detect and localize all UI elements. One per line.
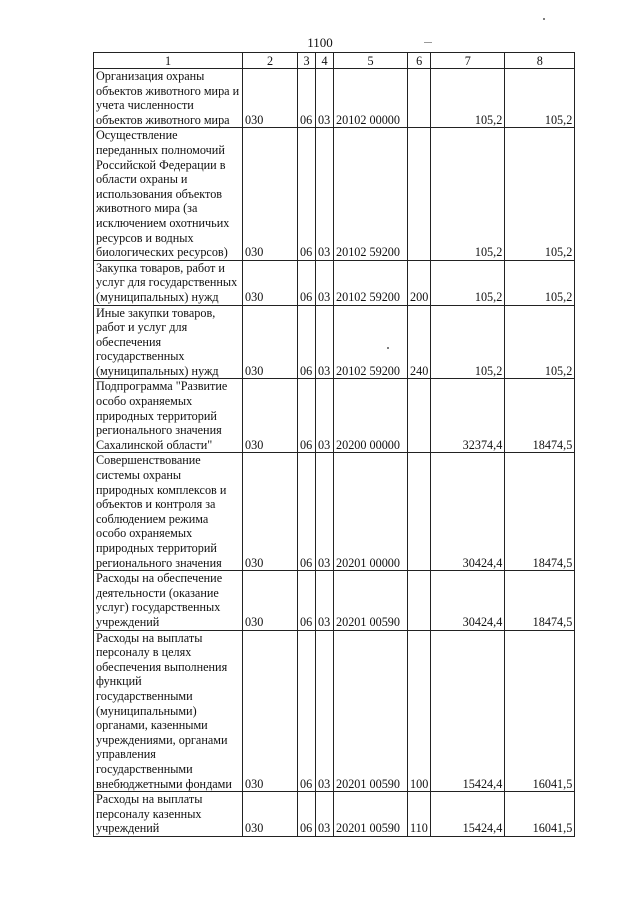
item-name-line: обеспечения выполнения: [96, 659, 228, 674]
item-name-line: области охраны и: [96, 172, 188, 187]
target-article-cell: 20200 00000: [334, 379, 408, 453]
target-article-cell: 20102 59200: [334, 305, 408, 379]
subsection-cell: 03: [316, 128, 334, 260]
amount-year1-cell: 15424,4: [431, 630, 505, 792]
subsection-cell: 03: [316, 453, 334, 571]
item-name-line: Сахалинской области": [96, 437, 213, 452]
expense-type-cell: [408, 571, 431, 630]
item-name-line: Закупка товаров, работ и: [96, 260, 225, 275]
table-row: [94, 128, 575, 260]
section-cell: 06: [298, 792, 316, 837]
item-name-line: учреждений: [96, 614, 160, 629]
section-cell: 06: [298, 260, 316, 305]
item-name-line: функций: [96, 674, 142, 689]
item-name-line: соблюдением режима: [96, 511, 209, 526]
column-header: 4: [316, 53, 334, 69]
admin-code-cell: 030: [243, 571, 298, 630]
amount-year2-cell: 105,2: [505, 128, 575, 260]
amount-year1-cell: 30424,4: [431, 571, 505, 630]
item-name-cell: [94, 571, 243, 630]
item-name-line: Расходы на выплаты: [96, 792, 203, 807]
table-row: [94, 379, 575, 453]
amount-year2-cell: 18474,5: [505, 379, 575, 453]
amount-year1-cell: 105,2: [431, 128, 505, 260]
admin-code-cell: 030: [243, 69, 298, 128]
table-row: [94, 571, 575, 630]
item-name-line: переданных полномочий: [96, 142, 225, 157]
amount-year2-cell: 105,2: [505, 260, 575, 305]
item-name-line: особо охраняемых: [96, 526, 193, 541]
table-row: [94, 260, 575, 305]
subsection-cell: 03: [316, 571, 334, 630]
subsection-cell: 03: [316, 379, 334, 453]
item-name-cell: [94, 453, 243, 571]
item-name-line: обеспечения: [96, 334, 162, 349]
column-header: 2: [243, 53, 298, 69]
column-header: 3: [298, 53, 316, 69]
item-name-line: Подпрограмма "Развитие: [96, 379, 228, 394]
target-article-cell: 20102 59200: [334, 260, 408, 305]
amount-year1-cell: 105,2: [431, 69, 505, 128]
item-name-cell: [94, 792, 243, 837]
item-name-line: государственных: [96, 349, 185, 364]
item-name-line: услуг) государственных: [96, 600, 221, 615]
item-name-line: системы охраны: [96, 468, 182, 483]
admin-code-cell: 030: [243, 128, 298, 260]
expense-type-cell: 240: [408, 305, 431, 379]
item-name-cell: [94, 630, 243, 792]
expense-type-cell: [408, 379, 431, 453]
item-name-line: Расходы на обеспечение: [96, 571, 223, 586]
amount-year2-cell: 105,2: [505, 69, 575, 128]
amount-year2-cell: 18474,5: [505, 571, 575, 630]
scan-speck: [424, 42, 432, 43]
item-name-line: животного мира (за: [96, 201, 198, 216]
section-cell: 06: [298, 69, 316, 128]
item-name-line: исключением охотничьих: [96, 215, 230, 230]
item-name-line: управления: [96, 747, 156, 762]
admin-code-cell: 030: [243, 379, 298, 453]
target-article-cell: 20201 00000: [334, 453, 408, 571]
item-name-line: деятельности (оказание: [96, 585, 219, 600]
column-header: 7: [431, 53, 505, 69]
column-header: 8: [505, 53, 575, 69]
item-name-line: учреждений: [96, 821, 160, 836]
subsection-cell: 03: [316, 792, 334, 837]
item-name-line: природных территорий: [96, 541, 217, 555]
amount-year2-cell: 105,2: [505, 305, 575, 379]
amount-year1-cell: 30424,4: [431, 453, 505, 571]
item-name-line: использования объектов: [96, 186, 223, 201]
item-name-line: государственными: [96, 761, 193, 776]
target-article-cell: 20102 59200: [334, 128, 408, 260]
subsection-cell: 03: [316, 305, 334, 379]
item-name-line: Расходы на выплаты: [96, 630, 203, 645]
item-name-line: объектов животного мира и: [96, 83, 240, 98]
item-name-line: природных территорий: [96, 408, 217, 423]
table-row: [94, 305, 575, 379]
budget-table: [93, 52, 575, 837]
amount-year1-cell: 15424,4: [431, 792, 505, 837]
column-header: 5: [334, 53, 408, 69]
subsection-cell: 03: [316, 69, 334, 128]
section-cell: 06: [298, 571, 316, 630]
column-header: 6: [408, 53, 431, 69]
amount-year1-cell: 105,2: [431, 260, 505, 305]
section-cell: 06: [298, 128, 316, 260]
item-name-line: (муниципальными): [96, 703, 197, 718]
item-name-line: учреждениями, органами: [96, 732, 228, 747]
expense-type-cell: [408, 128, 431, 260]
target-article-cell: 20201 00590: [334, 630, 408, 792]
item-name-line: внебюджетными фондами: [96, 776, 232, 791]
item-name-line: биологических ресурсов): [96, 245, 228, 260]
expense-type-cell: 110: [408, 792, 431, 837]
item-name-line: Осуществление: [96, 128, 178, 143]
amount-year2-cell: 16041,5: [505, 792, 575, 837]
item-name-line: персоналу казенных: [96, 806, 202, 821]
scan-speck: [543, 18, 545, 20]
admin-code-cell: 030: [243, 260, 298, 305]
table-row: [94, 69, 575, 128]
item-name-line: (муниципальных) нужд: [96, 363, 219, 378]
subsection-cell: 03: [316, 630, 334, 792]
item-name-line: учета численности: [96, 98, 194, 113]
section-cell: 06: [298, 305, 316, 379]
item-name-line: Совершенствование: [96, 453, 201, 468]
expense-type-cell: [408, 453, 431, 571]
amount-year1-cell: 105,2: [431, 305, 505, 379]
item-name-cell: [94, 260, 243, 305]
item-name-line: Российской Федерации в: [96, 157, 226, 172]
item-name-cell: [94, 69, 243, 128]
item-name-line: государственными: [96, 688, 193, 703]
item-name-line: персоналу в целях: [96, 645, 192, 660]
item-name-line: органами, казенными: [96, 718, 208, 733]
admin-code-cell: 030: [243, 792, 298, 837]
item-name-line: природных комплексов и: [96, 482, 227, 497]
item-name-line: объектов и контроля за: [96, 497, 216, 512]
column-number-row: [94, 53, 575, 69]
item-name-line: Организация охраны: [96, 69, 205, 83]
item-name-line: ресурсов и водных: [96, 230, 194, 245]
item-name-cell: [94, 379, 243, 453]
amount-year2-cell: 16041,5: [505, 630, 575, 792]
expense-type-cell: 100: [408, 630, 431, 792]
section-cell: 06: [298, 630, 316, 792]
item-name-line: (муниципальных) нужд: [96, 289, 219, 304]
scan-speck: [387, 347, 389, 349]
table-row: [94, 630, 575, 792]
item-name-line: регионального значения: [96, 555, 222, 570]
admin-code-cell: 030: [243, 453, 298, 571]
item-name-line: услуг для государственных: [96, 275, 238, 290]
item-name-line: работ и услуг для: [96, 320, 188, 335]
item-name-cell: [94, 305, 243, 379]
item-name-line: регионального значения: [96, 423, 222, 438]
expense-type-cell: [408, 69, 431, 128]
table-row: [94, 792, 575, 837]
item-name-line: объектов животного мира: [96, 112, 230, 127]
subsection-cell: 03: [316, 260, 334, 305]
expense-type-cell: 200: [408, 260, 431, 305]
admin-code-cell: 030: [243, 305, 298, 379]
target-article-cell: 20201 00590: [334, 792, 408, 837]
page-number: 1100: [307, 35, 333, 50]
amount-year1-cell: 32374,4: [431, 379, 505, 453]
column-header: 1: [94, 53, 243, 69]
section-cell: 06: [298, 453, 316, 571]
item-name-cell: [94, 128, 243, 260]
table-body: [94, 69, 575, 837]
section-cell: 06: [298, 379, 316, 453]
amount-year2-cell: 18474,5: [505, 453, 575, 571]
item-name-line: Иные закупки товаров,: [96, 305, 216, 320]
item-name-line: особо охраняемых: [96, 394, 193, 409]
target-article-cell: 20102 00000: [334, 69, 408, 128]
table-row: [94, 453, 575, 571]
target-article-cell: 20201 00590: [334, 571, 408, 630]
admin-code-cell: 030: [243, 630, 298, 792]
